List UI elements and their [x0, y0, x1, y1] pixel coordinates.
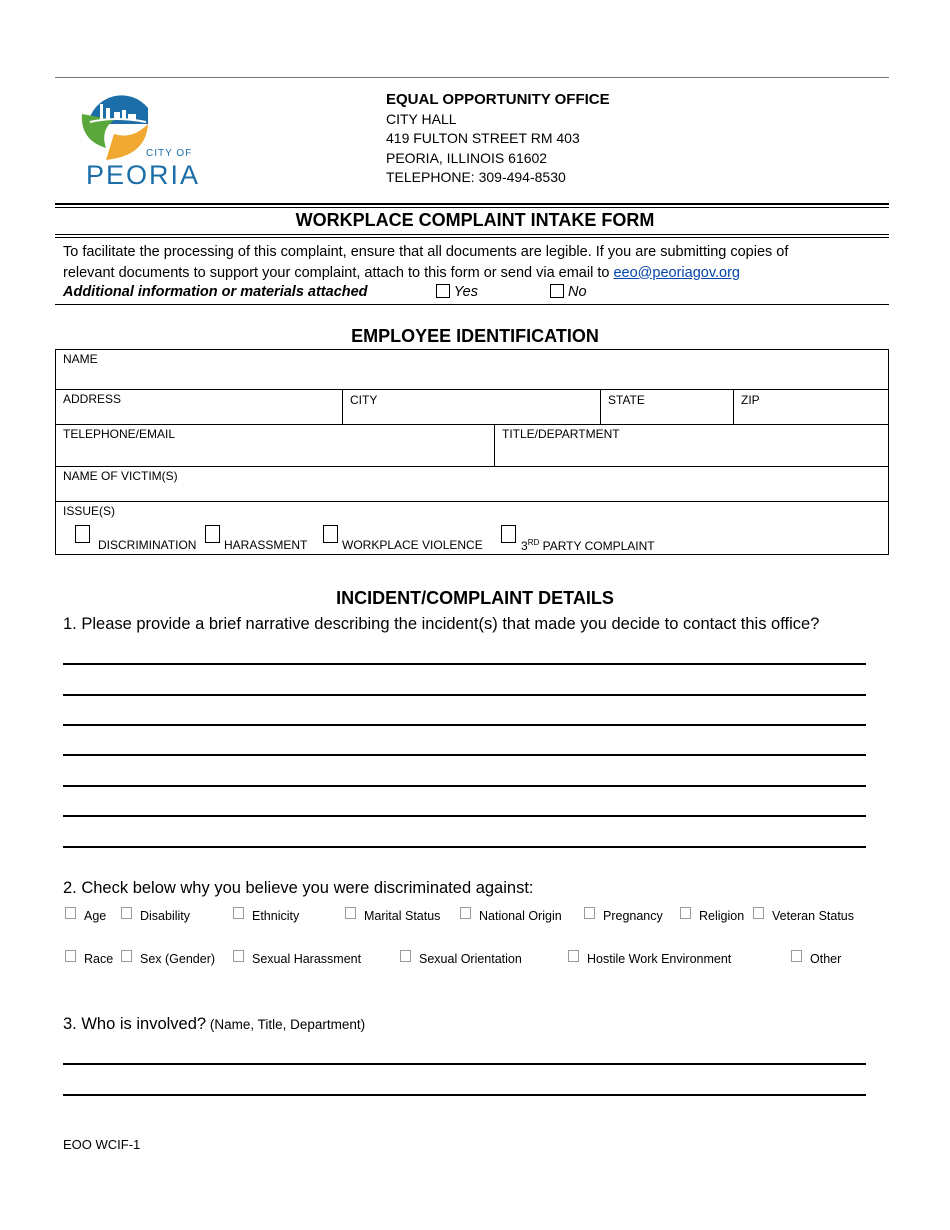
question-2: 2. Check below why you believe you were discriminated against: — [63, 879, 534, 897]
question-3-hint: (Name, Title, Department) — [206, 1017, 366, 1032]
marital-status-label: Marital Status — [364, 909, 441, 923]
workplace-violence-checkbox[interactable] — [323, 525, 338, 543]
narrative-line-2[interactable] — [63, 694, 866, 696]
narrative-line-3[interactable] — [63, 724, 866, 726]
title-rule-top2 — [55, 207, 889, 208]
workplace-violence-label: WORKPLACE VIOLENCE — [342, 538, 483, 552]
intro-line2: relevant documents to support your complaint, attach to this form or send via email to — [63, 264, 614, 281]
telephone-email-field[interactable]: TELEPHONE/EMAIL — [63, 427, 176, 441]
other-label: Other — [810, 952, 842, 966]
row-sep-1 — [55, 389, 889, 390]
office-telephone: TELEPHONE: 309-494-8530 — [386, 169, 566, 185]
top-rule — [55, 77, 889, 78]
attached-no-checkbox[interactable] — [550, 284, 564, 298]
sexual-orientation-label: Sexual Orientation — [419, 952, 522, 966]
harassment-checkbox[interactable] — [205, 525, 220, 543]
title-rule-bottom2 — [55, 237, 889, 238]
national-origin-checkbox[interactable] — [460, 907, 471, 919]
other-checkbox[interactable] — [791, 950, 802, 962]
form-code: EOO WCIF-1 — [63, 1137, 141, 1152]
victims-field[interactable]: NAME OF VICTIM(S) — [63, 469, 178, 483]
address-line3: PEORIA, ILLINOIS 61602 — [386, 149, 548, 166]
veteran-status-label: Veteran Status — [772, 909, 855, 923]
city-field[interactable]: CITY — [350, 393, 378, 407]
row-sep-4 — [55, 501, 889, 502]
discrimination-checkbox[interactable] — [75, 525, 90, 543]
question-3-text: 3. Who is involved? — [63, 1015, 207, 1033]
discrimination-label: DISCRIMINATION — [98, 538, 197, 552]
involved-line-1[interactable] — [63, 1063, 866, 1065]
city-of-peoria-logo — [76, 90, 206, 195]
title-department-field[interactable]: TITLE/DEPARTMENT — [502, 427, 620, 441]
race-label: Race — [84, 952, 114, 966]
attached-yes-option[interactable] — [436, 284, 478, 300]
question-3 — [63, 1015, 365, 1034]
involved-line-2[interactable] — [63, 1094, 866, 1096]
attached-yes-checkbox[interactable] — [436, 284, 450, 298]
zip-field[interactable]: ZIP — [741, 393, 760, 407]
religion-label: Religion — [699, 909, 745, 923]
attached-yes-label: Yes — [453, 284, 478, 300]
sexual-orientation-checkbox[interactable] — [400, 950, 411, 962]
attached-no-label: No — [568, 284, 587, 300]
narrative-line-1[interactable] — [63, 663, 866, 665]
narrative-line-6[interactable] — [63, 815, 866, 817]
address-line2: 419 FULTON STREET RM 403 — [386, 130, 580, 146]
office-address-block — [386, 90, 610, 188]
issues-label: ISSUE(S) — [63, 504, 116, 518]
sexual-harassment-label: Sexual Harassment — [252, 952, 362, 966]
pregnancy-label: Pregnancy — [603, 909, 663, 923]
third-party-checkbox[interactable] — [501, 525, 516, 543]
narrative-line-7[interactable] — [63, 846, 866, 848]
attached-no-option[interactable] — [550, 284, 587, 300]
intro-text — [63, 242, 893, 283]
marital-status-checkbox[interactable] — [345, 907, 356, 919]
logo-peoria: PEORIA — [86, 160, 201, 190]
question-1: 1. Please provide a brief narrative describing the incident(s) that made you decide to contact this office? — [63, 615, 820, 633]
incident-details-title: INCIDENT/COMPLAINT DETAILS — [336, 588, 614, 608]
third-party-num: 3 — [521, 539, 528, 553]
third-party-sup: RD — [527, 538, 540, 547]
col-sep-state — [600, 389, 601, 424]
col-sep-zip — [733, 389, 734, 424]
col-sep-city — [342, 389, 343, 424]
intro-bottom-rule — [55, 304, 889, 305]
pregnancy-checkbox[interactable] — [584, 907, 595, 919]
address-line1: CITY HALL — [386, 110, 457, 127]
veteran-status-checkbox[interactable] — [753, 907, 764, 919]
employee-identification-table — [55, 349, 889, 555]
ethnicity-label: Ethnicity — [252, 909, 300, 923]
national-origin-label: National Origin — [479, 909, 562, 923]
row-sep-2 — [55, 424, 889, 425]
form-title: WORKPLACE COMPLAINT INTAKE FORM — [295, 210, 655, 230]
disability-checkbox[interactable] — [121, 907, 132, 919]
name-field[interactable]: NAME — [63, 352, 98, 366]
email-link[interactable]: eeo@peoriagov.org — [613, 264, 740, 281]
third-party-rest: PARTY COMPLAINT — [539, 539, 655, 553]
address-field[interactable]: ADDRESS — [63, 392, 122, 406]
intro-line1: To facilitate the processing of this complaint, ensure that all documents are legible. If you are submitting copies of — [63, 244, 789, 260]
religion-checkbox[interactable] — [680, 907, 691, 919]
age-label: Age — [84, 909, 107, 923]
row-sep-3 — [55, 466, 889, 467]
sex-gender-label: Sex (Gender) — [140, 952, 216, 966]
employee-identification-title: EMPLOYEE IDENTIFICATION — [351, 326, 599, 346]
age-checkbox[interactable] — [65, 907, 76, 919]
third-party-label — [521, 538, 655, 553]
hostile-work-environment-checkbox[interactable] — [568, 950, 579, 962]
hostile-work-environment-label: Hostile Work Environment — [587, 952, 732, 966]
logo-city-of: CITY OF — [146, 148, 193, 159]
harassment-label: HARASSMENT — [224, 538, 308, 552]
disability-label: Disability — [140, 909, 191, 923]
col-sep-title — [494, 424, 495, 466]
title-rule-bottom — [55, 234, 889, 235]
title-rule-top — [55, 203, 889, 205]
intro-line2-wrap — [63, 263, 893, 284]
state-field[interactable]: STATE — [608, 393, 645, 407]
narrative-line-4[interactable] — [63, 754, 866, 756]
ethnicity-checkbox[interactable] — [233, 907, 244, 919]
sex-gender-checkbox[interactable] — [121, 950, 132, 962]
office-name: EQUAL OPPORTUNITY OFFICE — [386, 91, 610, 108]
sexual-harassment-checkbox[interactable] — [233, 950, 244, 962]
attached-label: Additional information or materials attached — [63, 284, 368, 300]
race-checkbox[interactable] — [65, 950, 76, 962]
narrative-line-5[interactable] — [63, 785, 866, 787]
